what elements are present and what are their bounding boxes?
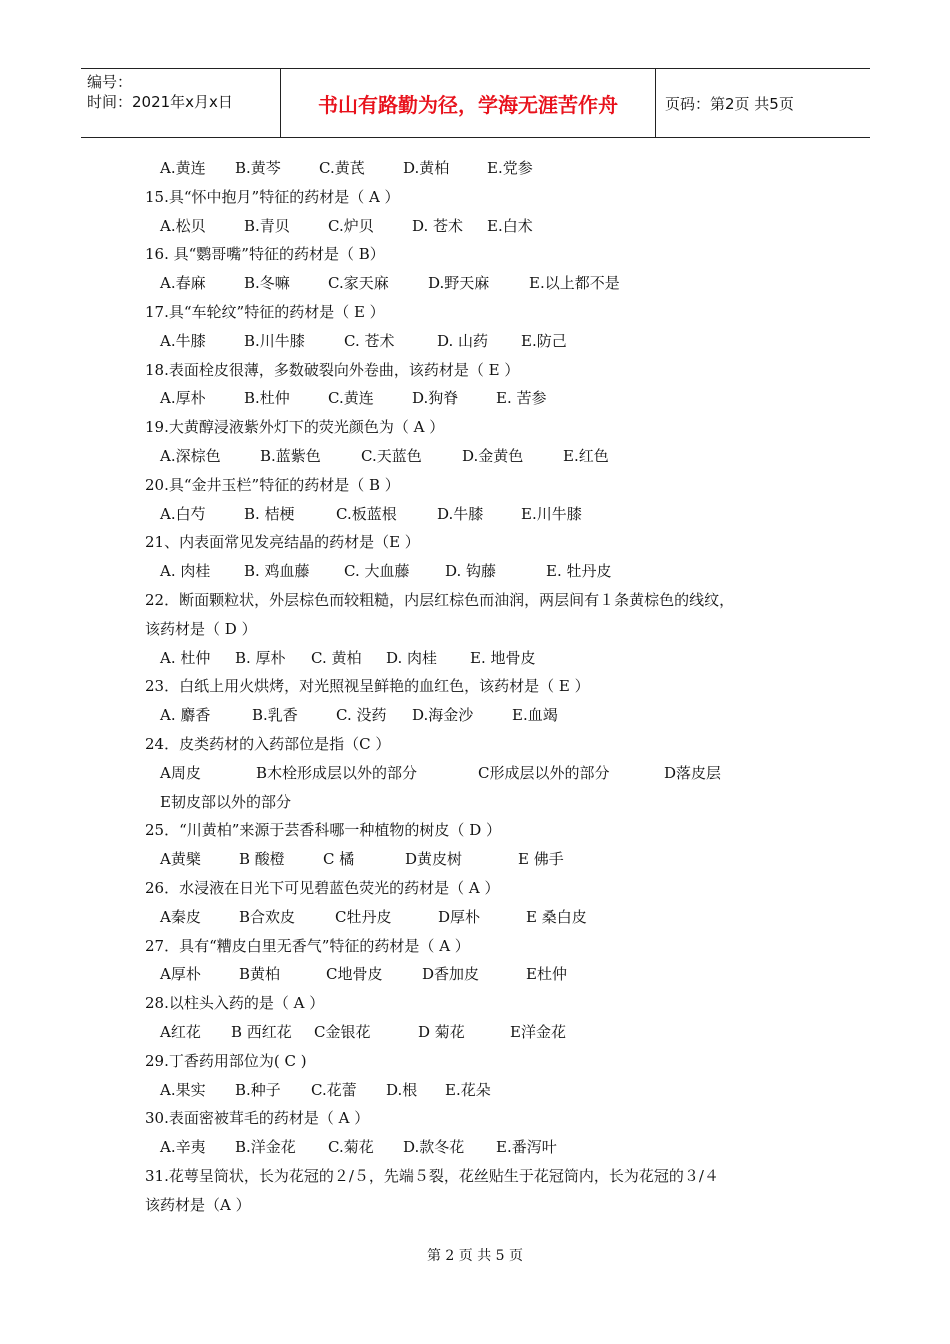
answer-option: E.红色	[563, 446, 609, 465]
option-row	[0, 1133, 950, 1162]
answer-option: B.青贝	[244, 216, 290, 235]
header-motto: 书山有路勤为径，学海无涯苦作舟	[281, 69, 656, 137]
answer-option: B黄柏	[239, 965, 281, 984]
answer-option: E.以上都不是	[529, 274, 620, 293]
answer-option: A.白芍	[160, 504, 206, 523]
answer-option: D.根	[386, 1080, 418, 1099]
answer-option: B.黄芩	[235, 159, 281, 177]
question-stem: 25．“川黄柏”来源于芸香科哪一种植物的树皮（ D ）	[145, 821, 501, 840]
answer-option: A.松贝	[160, 216, 206, 235]
answer-option: E韧皮部以外的部分	[160, 792, 291, 811]
answer-option: B.种子	[235, 1080, 281, 1099]
question-list	[0, 154, 950, 1219]
option-row	[0, 903, 950, 932]
answer-option: C. 黄柏	[311, 648, 362, 667]
question-stem: 23．白纸上用火烘烤，对光照视呈鲜艳的血红色，该药材是（ E ）	[145, 677, 590, 696]
answer-option: E.花朵	[445, 1080, 491, 1099]
option-row	[0, 269, 950, 298]
option-row	[0, 384, 950, 413]
answer-option: E 桑白皮	[526, 907, 587, 926]
time-label: 时间：2021年x月x日	[87, 93, 233, 111]
answer-option: B. 桔梗	[244, 504, 295, 523]
answer-option: A.厚朴	[160, 389, 206, 408]
option-row	[0, 960, 950, 989]
option-row	[0, 500, 950, 529]
option-row	[0, 442, 950, 471]
page-footer: 第 2 页 共 5 页	[426, 1248, 524, 1264]
answer-option: B.蓝紫色	[260, 446, 321, 465]
answer-option: C. 大血藤	[344, 562, 410, 581]
question-stem: 16. 具“鹦哥嘴”特征的药材是（ B）	[145, 245, 385, 264]
answer-option: E.防己	[521, 331, 567, 350]
question-stem: 31.花萼呈筒状，长为花冠的２/５，先端５裂，花丝贴生于花冠筒内，长为花冠的３/４	[145, 1166, 719, 1185]
answer-option: C 橘	[323, 850, 355, 869]
answer-option: D 菊花	[418, 1022, 465, 1041]
option-row	[0, 327, 950, 356]
answer-option: A红花	[160, 1022, 201, 1041]
answer-option: E.血竭	[512, 706, 558, 725]
answer-option: C.炉贝	[328, 216, 374, 235]
answer-option: B.杜仲	[244, 389, 290, 408]
answer-option: E 佛手	[518, 850, 564, 869]
question-stem: 22．断面颗粒状，外层棕色而较粗糙，内层红棕色而油润，两层间有１条黄棕色的线纹，	[145, 590, 735, 609]
answer-option: C形成层以外的部分	[478, 763, 610, 782]
answer-option: D.野天麻	[428, 274, 490, 293]
header-page-info: 页码：第2页 共5页	[665, 94, 794, 113]
answer-option: D黄皮树	[405, 850, 463, 869]
answer-option: A秦皮	[160, 907, 201, 926]
question-stem: 19.大黄醇浸液紫外灯下的荧光颜色为（ A ）	[145, 418, 445, 437]
question-stem: 该药材是（ D ）	[145, 619, 257, 638]
option-row	[0, 1018, 950, 1047]
answer-option: B 酸橙	[239, 850, 285, 869]
answer-option: B.洋金花	[235, 1138, 296, 1157]
answer-option: C.花蕾	[311, 1080, 357, 1099]
answer-option: D.金黄色	[462, 446, 524, 465]
question-stem: 26．水浸液在日光下可见碧蓝色荧光的药材是（ A ）	[145, 878, 500, 897]
answer-option: A. 杜仲	[160, 648, 211, 667]
answer-option: D. 钩藤	[445, 562, 497, 581]
question-stem: 该药材是（A ）	[145, 1195, 251, 1214]
answer-option: D.黄柏	[403, 159, 450, 177]
answer-option: A.辛夷	[160, 1138, 206, 1157]
answer-option: D厚朴	[438, 907, 481, 926]
question-stem: 29.丁香药用部位为( C )	[145, 1051, 307, 1070]
answer-option: B. 厚朴	[235, 648, 286, 667]
answer-option: C.板蓝根	[336, 504, 397, 523]
answer-option: A. 麝香	[160, 706, 211, 725]
option-row	[0, 845, 950, 874]
answer-option: B.乳香	[252, 706, 298, 725]
question-stem: 27．具有“糟皮白里无香气”特征的药材是（ A ）	[145, 936, 470, 955]
answer-option: B 西红花	[231, 1022, 292, 1041]
option-row	[0, 1076, 950, 1105]
answer-option: A.果实	[160, 1080, 206, 1099]
answer-option: D. 苍术	[412, 216, 464, 235]
answer-option: B.冬嘛	[244, 274, 290, 293]
option-row	[0, 154, 950, 183]
answer-option: D.海金沙	[412, 706, 474, 725]
answer-option: E. 牡丹皮	[546, 562, 612, 581]
answer-option: C.菊花	[328, 1138, 374, 1157]
answer-option: B.川牛膝	[244, 331, 305, 350]
answer-option: D. 肉桂	[386, 648, 438, 667]
answer-option: D.款冬花	[403, 1138, 465, 1157]
answer-option: C.天蓝色	[361, 446, 422, 465]
question-stem: 24．皮类药材的入药部位是指（C ）	[145, 734, 391, 753]
answer-option: A厚朴	[160, 965, 201, 984]
question-stem: 17.具“车轮纹”特征的药材是（ E ）	[145, 302, 385, 321]
question-stem: 21、内表面常见发亮结晶的药材是（E ）	[145, 533, 420, 552]
answer-option: D落皮层	[664, 763, 722, 782]
question-stem: 18.表面栓皮很薄，多数破裂向外卷曲，该药材是（ E ）	[145, 360, 520, 379]
number-label: 编号：	[87, 73, 133, 91]
page-header	[81, 68, 870, 138]
answer-option: B. 鸡血藤	[244, 562, 310, 581]
answer-option: D.牛膝	[437, 504, 484, 523]
answer-option: B木栓形成层以外的部分	[256, 763, 418, 782]
option-row	[0, 557, 950, 586]
answer-option: A.深棕色	[160, 446, 221, 465]
answer-option: D.狗脊	[412, 389, 459, 408]
answer-option: C.黄连	[328, 389, 374, 408]
answer-option: E.白术	[487, 216, 533, 235]
answer-option: B合欢皮	[239, 907, 296, 926]
question-stem: 30.表面密被茸毛的药材是（ A ）	[145, 1109, 370, 1128]
option-row	[0, 788, 950, 817]
answer-option: D. 山药	[437, 331, 489, 350]
option-row	[0, 701, 950, 730]
answer-option: A.牛膝	[160, 331, 206, 350]
answer-option: A.春麻	[160, 274, 206, 293]
option-row	[0, 212, 950, 241]
answer-option: C. 苍术	[344, 331, 395, 350]
header-meta-cell	[81, 69, 281, 137]
answer-option: D香加皮	[422, 965, 480, 984]
answer-option: A.黄连	[160, 159, 206, 177]
answer-option: C牡丹皮	[335, 907, 392, 926]
answer-option: E杜仲	[526, 965, 567, 984]
option-row	[0, 644, 950, 673]
question-stem: 20.具“金井玉栏”特征的药材是（ B ）	[145, 475, 400, 494]
answer-option: C地骨皮	[326, 965, 383, 984]
answer-option: C金银花	[314, 1022, 371, 1041]
answer-option: E.番泻叶	[496, 1138, 557, 1157]
question-stem: 15.具“怀中抱月”特征的药材是（ A ）	[145, 187, 400, 206]
answer-option: C.家天麻	[328, 274, 389, 293]
answer-option: E. 地骨皮	[470, 648, 536, 667]
answer-option: E洋金花	[510, 1022, 566, 1041]
option-row	[0, 759, 950, 788]
answer-option: E.川牛膝	[521, 504, 582, 523]
answer-option: E.党参	[487, 159, 533, 177]
question-stem: 28.以柱头入药的是（ A ）	[145, 994, 325, 1013]
answer-option: A周皮	[160, 763, 201, 782]
answer-option: E. 苦参	[496, 389, 547, 408]
answer-option: A. 肉桂	[160, 562, 211, 581]
answer-option: C. 没药	[336, 706, 387, 725]
answer-option: C.黄芪	[319, 159, 365, 177]
answer-option: A黄檗	[160, 850, 201, 869]
